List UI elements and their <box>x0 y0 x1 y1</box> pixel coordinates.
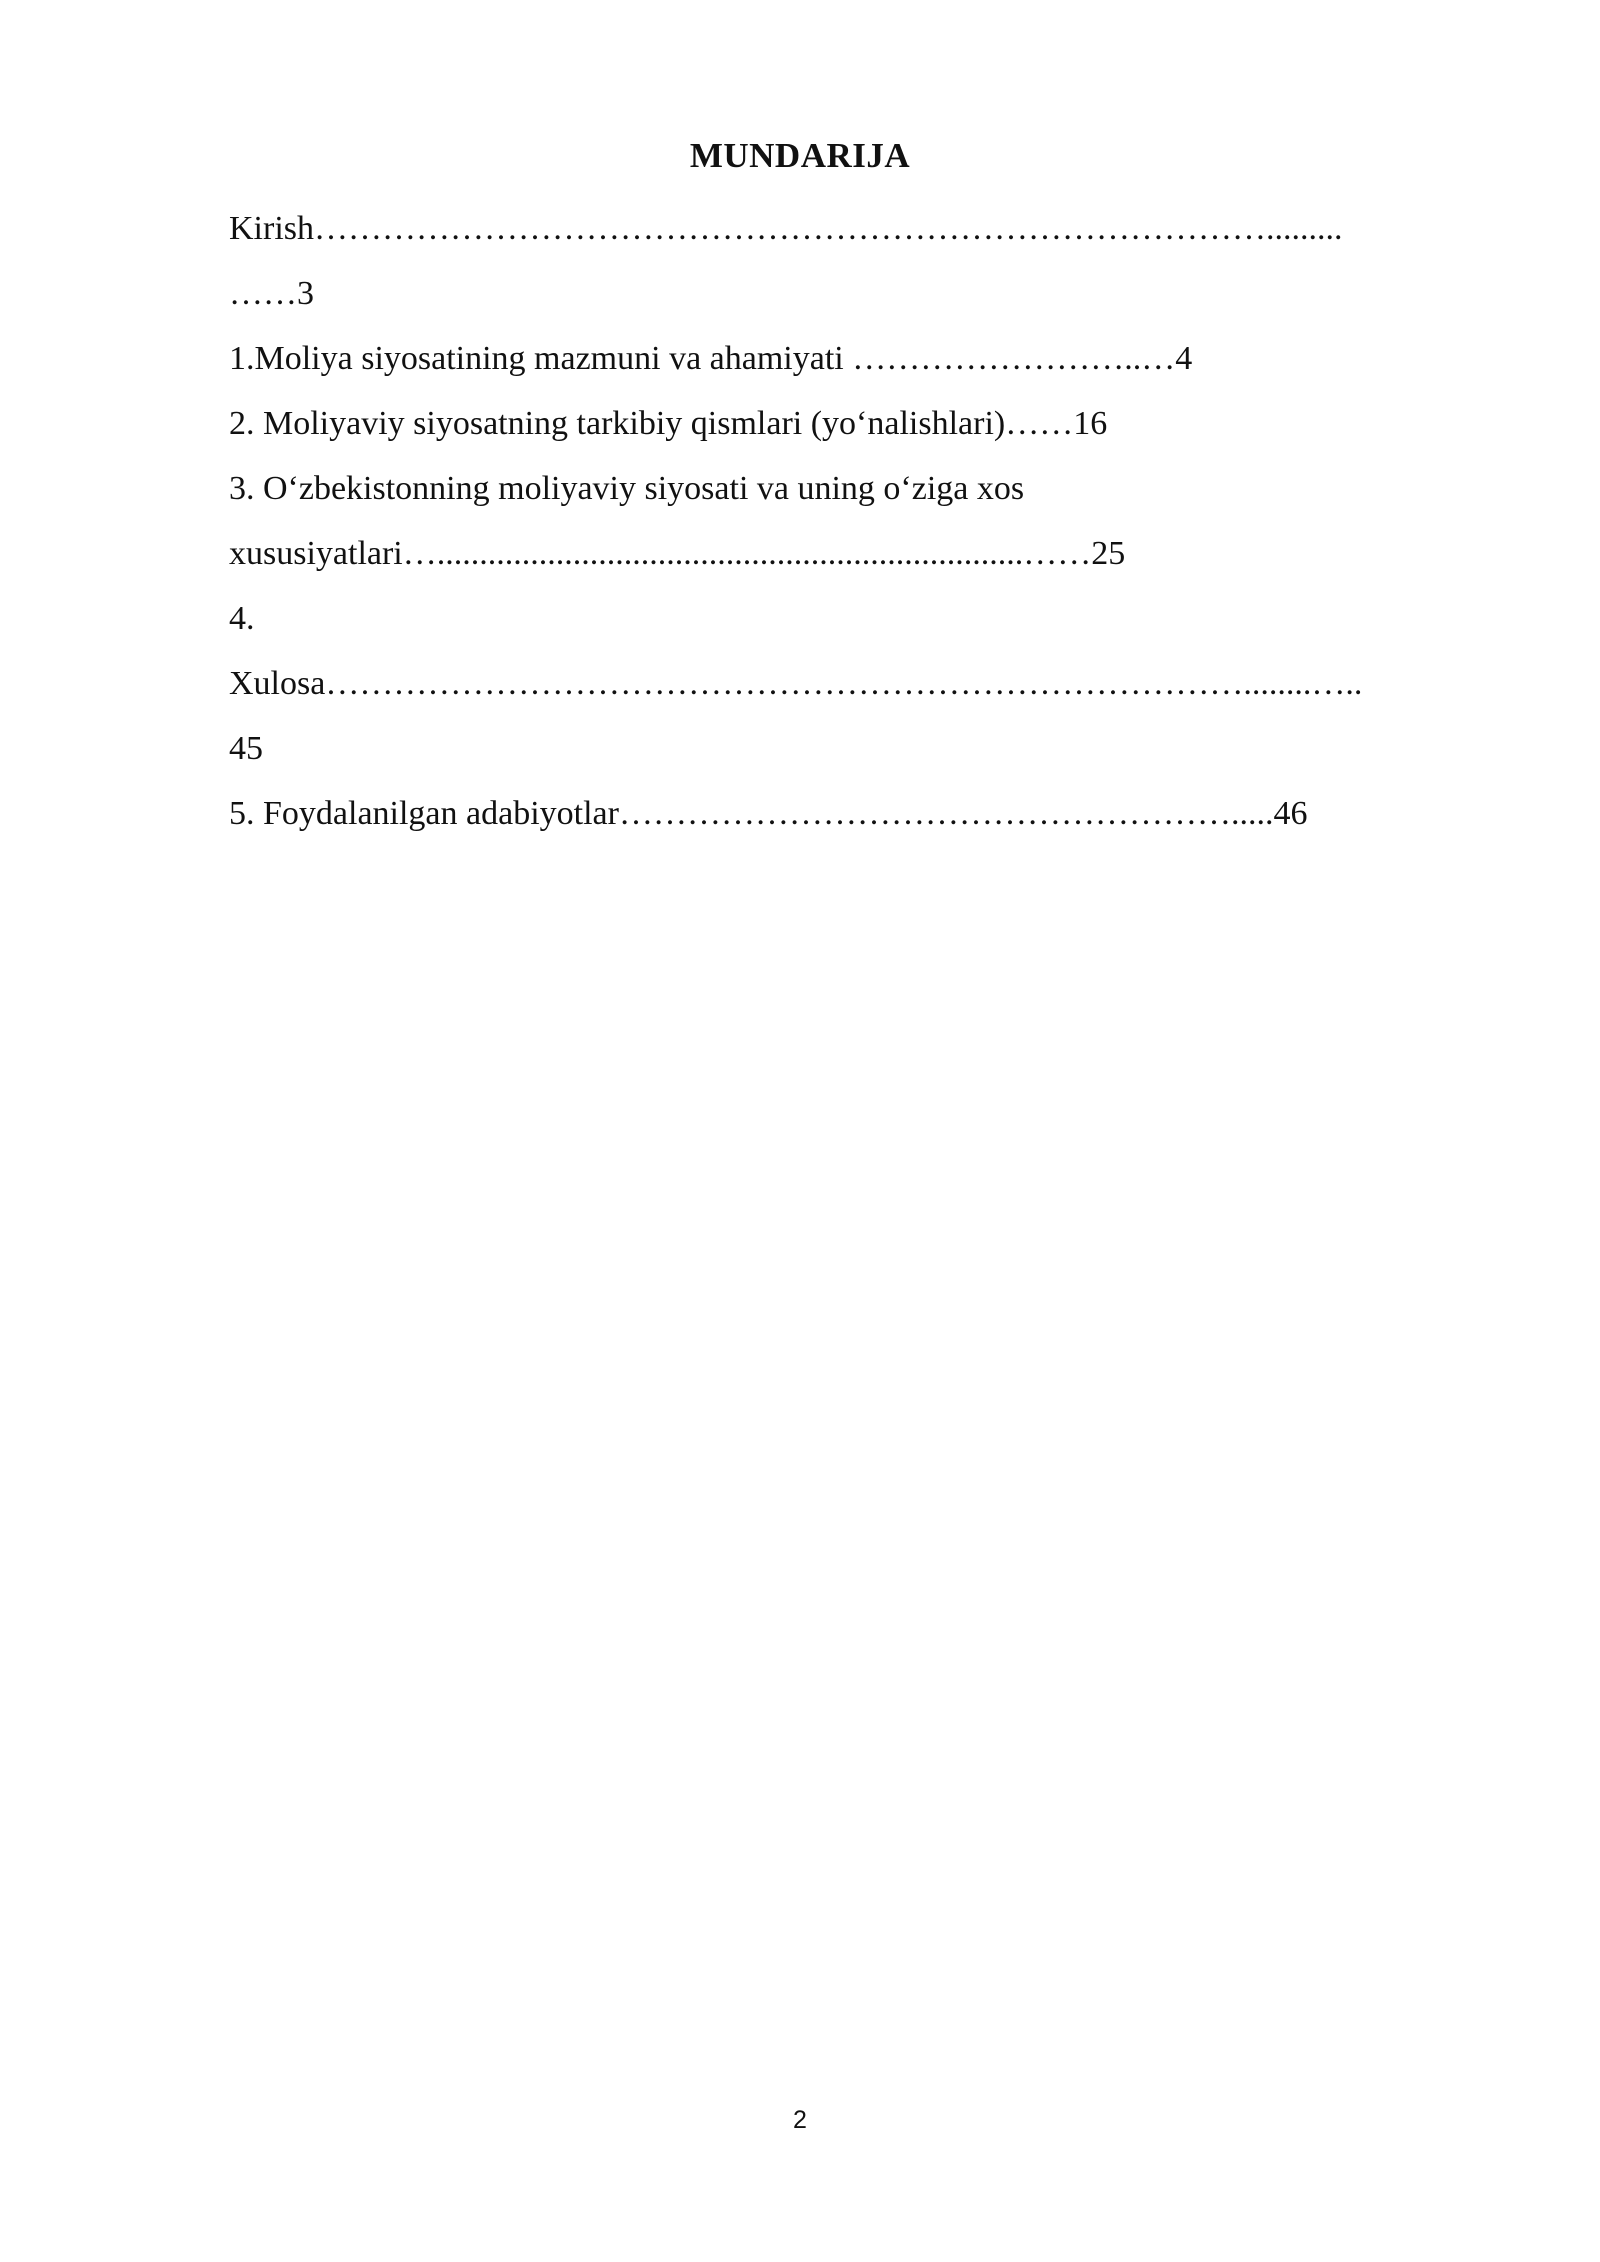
toc-line-xulosa: Xulosa………………………………………………………………………........….. <box>229 665 1363 702</box>
toc-line-chapter-3-continued: xususiyatlari….....................................................................……25 <box>229 535 1126 572</box>
toc-line-chapter-2: 2. Moliyaviy siyosatning tarkibiy qismlari (yo‘nalishlari)……16 <box>229 405 1108 442</box>
toc-line-chapter-1: 1.Moliya siyosatining mazmuni va ahamiyati ……………………..…4 <box>229 340 1193 377</box>
toc-line-xulosa-page: 45 <box>229 730 263 767</box>
table-of-contents <box>229 196 1489 846</box>
toc-line-kirish-page: ……3 <box>229 275 314 312</box>
toc-line-kirish: Kirish…………………………………………………………………………......... <box>229 210 1343 247</box>
toc-line-chapter-3: 3. O‘zbekistonning moliyaviy siyosati va uning o‘ziga xos <box>229 470 1025 507</box>
page-number: 2 <box>793 2106 807 2134</box>
toc-line-references: 5. Foydalanilgan adabiyotlar……………………………………………….....46 <box>229 795 1308 832</box>
toc-line-chapter-4-number: 4. <box>229 600 255 637</box>
toc-title: MUNDARIJA <box>689 136 911 175</box>
